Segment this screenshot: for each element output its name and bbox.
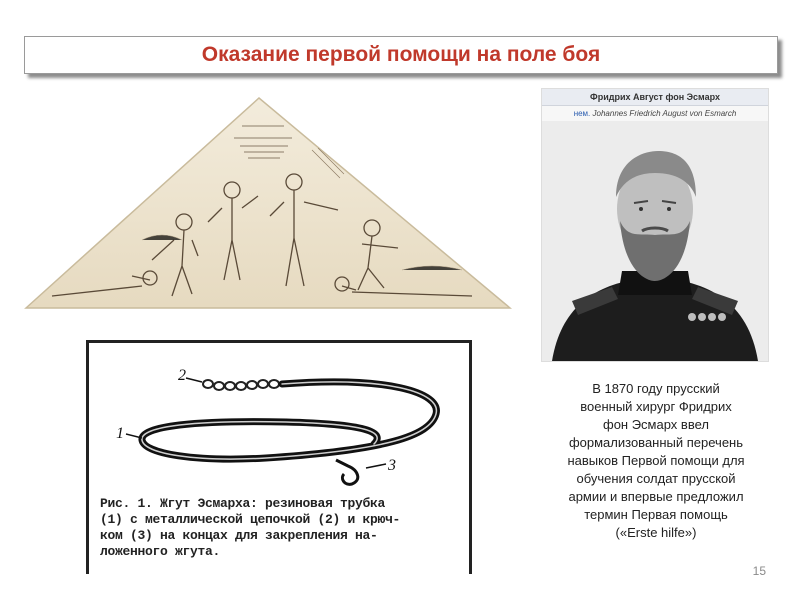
description-line: формализованный перечень [568,435,744,450]
caption-line: (1) с металлической цепочкой (2) и крюч- [100,512,401,527]
esmarch-portrait [541,88,769,362]
label-2: 2 [178,367,186,384]
portrait-photo [542,121,768,361]
portrait-alt-name-line [542,106,768,121]
caption-line: Рис. 1. Жгут Эсмарха: резиновая трубка [100,496,386,511]
caption-line: ком (3) на концах для закрепления на- [100,528,378,543]
portrait-name: Фридрих Август фон Эсмарх [542,89,768,106]
page-number: 15 [752,564,766,578]
description-line: («Erste hilfe») [615,525,697,540]
description-line: В 1870 году прусский [592,381,720,396]
tourniquet-drawing [86,340,472,490]
esmarch-tourniquet-figure [86,340,472,574]
label-1: 1 [116,425,124,442]
description-line: навыков Первой помощи для [567,453,745,468]
description-paragraph [536,380,776,542]
description-line: фон Эсмарх ввел [603,417,709,432]
description-line: обучения солдат прусской [576,471,736,486]
description-line: военный хирург Фридрих [580,399,732,414]
label-3: 3 [388,457,396,474]
portrait-alt-name: Johannes Friedrich August von Esmarch [592,109,737,118]
title-bar [24,36,778,74]
portrait-alt-lang: нем. [573,109,591,118]
description-line: армии и впервые предложил [568,489,744,504]
triangular-bandage-illustration [22,90,512,312]
slide-title: Оказание первой помощи на поле боя [201,43,601,66]
description-line: термин Первая помощь [584,507,728,522]
caption-line: ложенного жгута. [100,544,221,559]
figure-caption [100,496,462,560]
